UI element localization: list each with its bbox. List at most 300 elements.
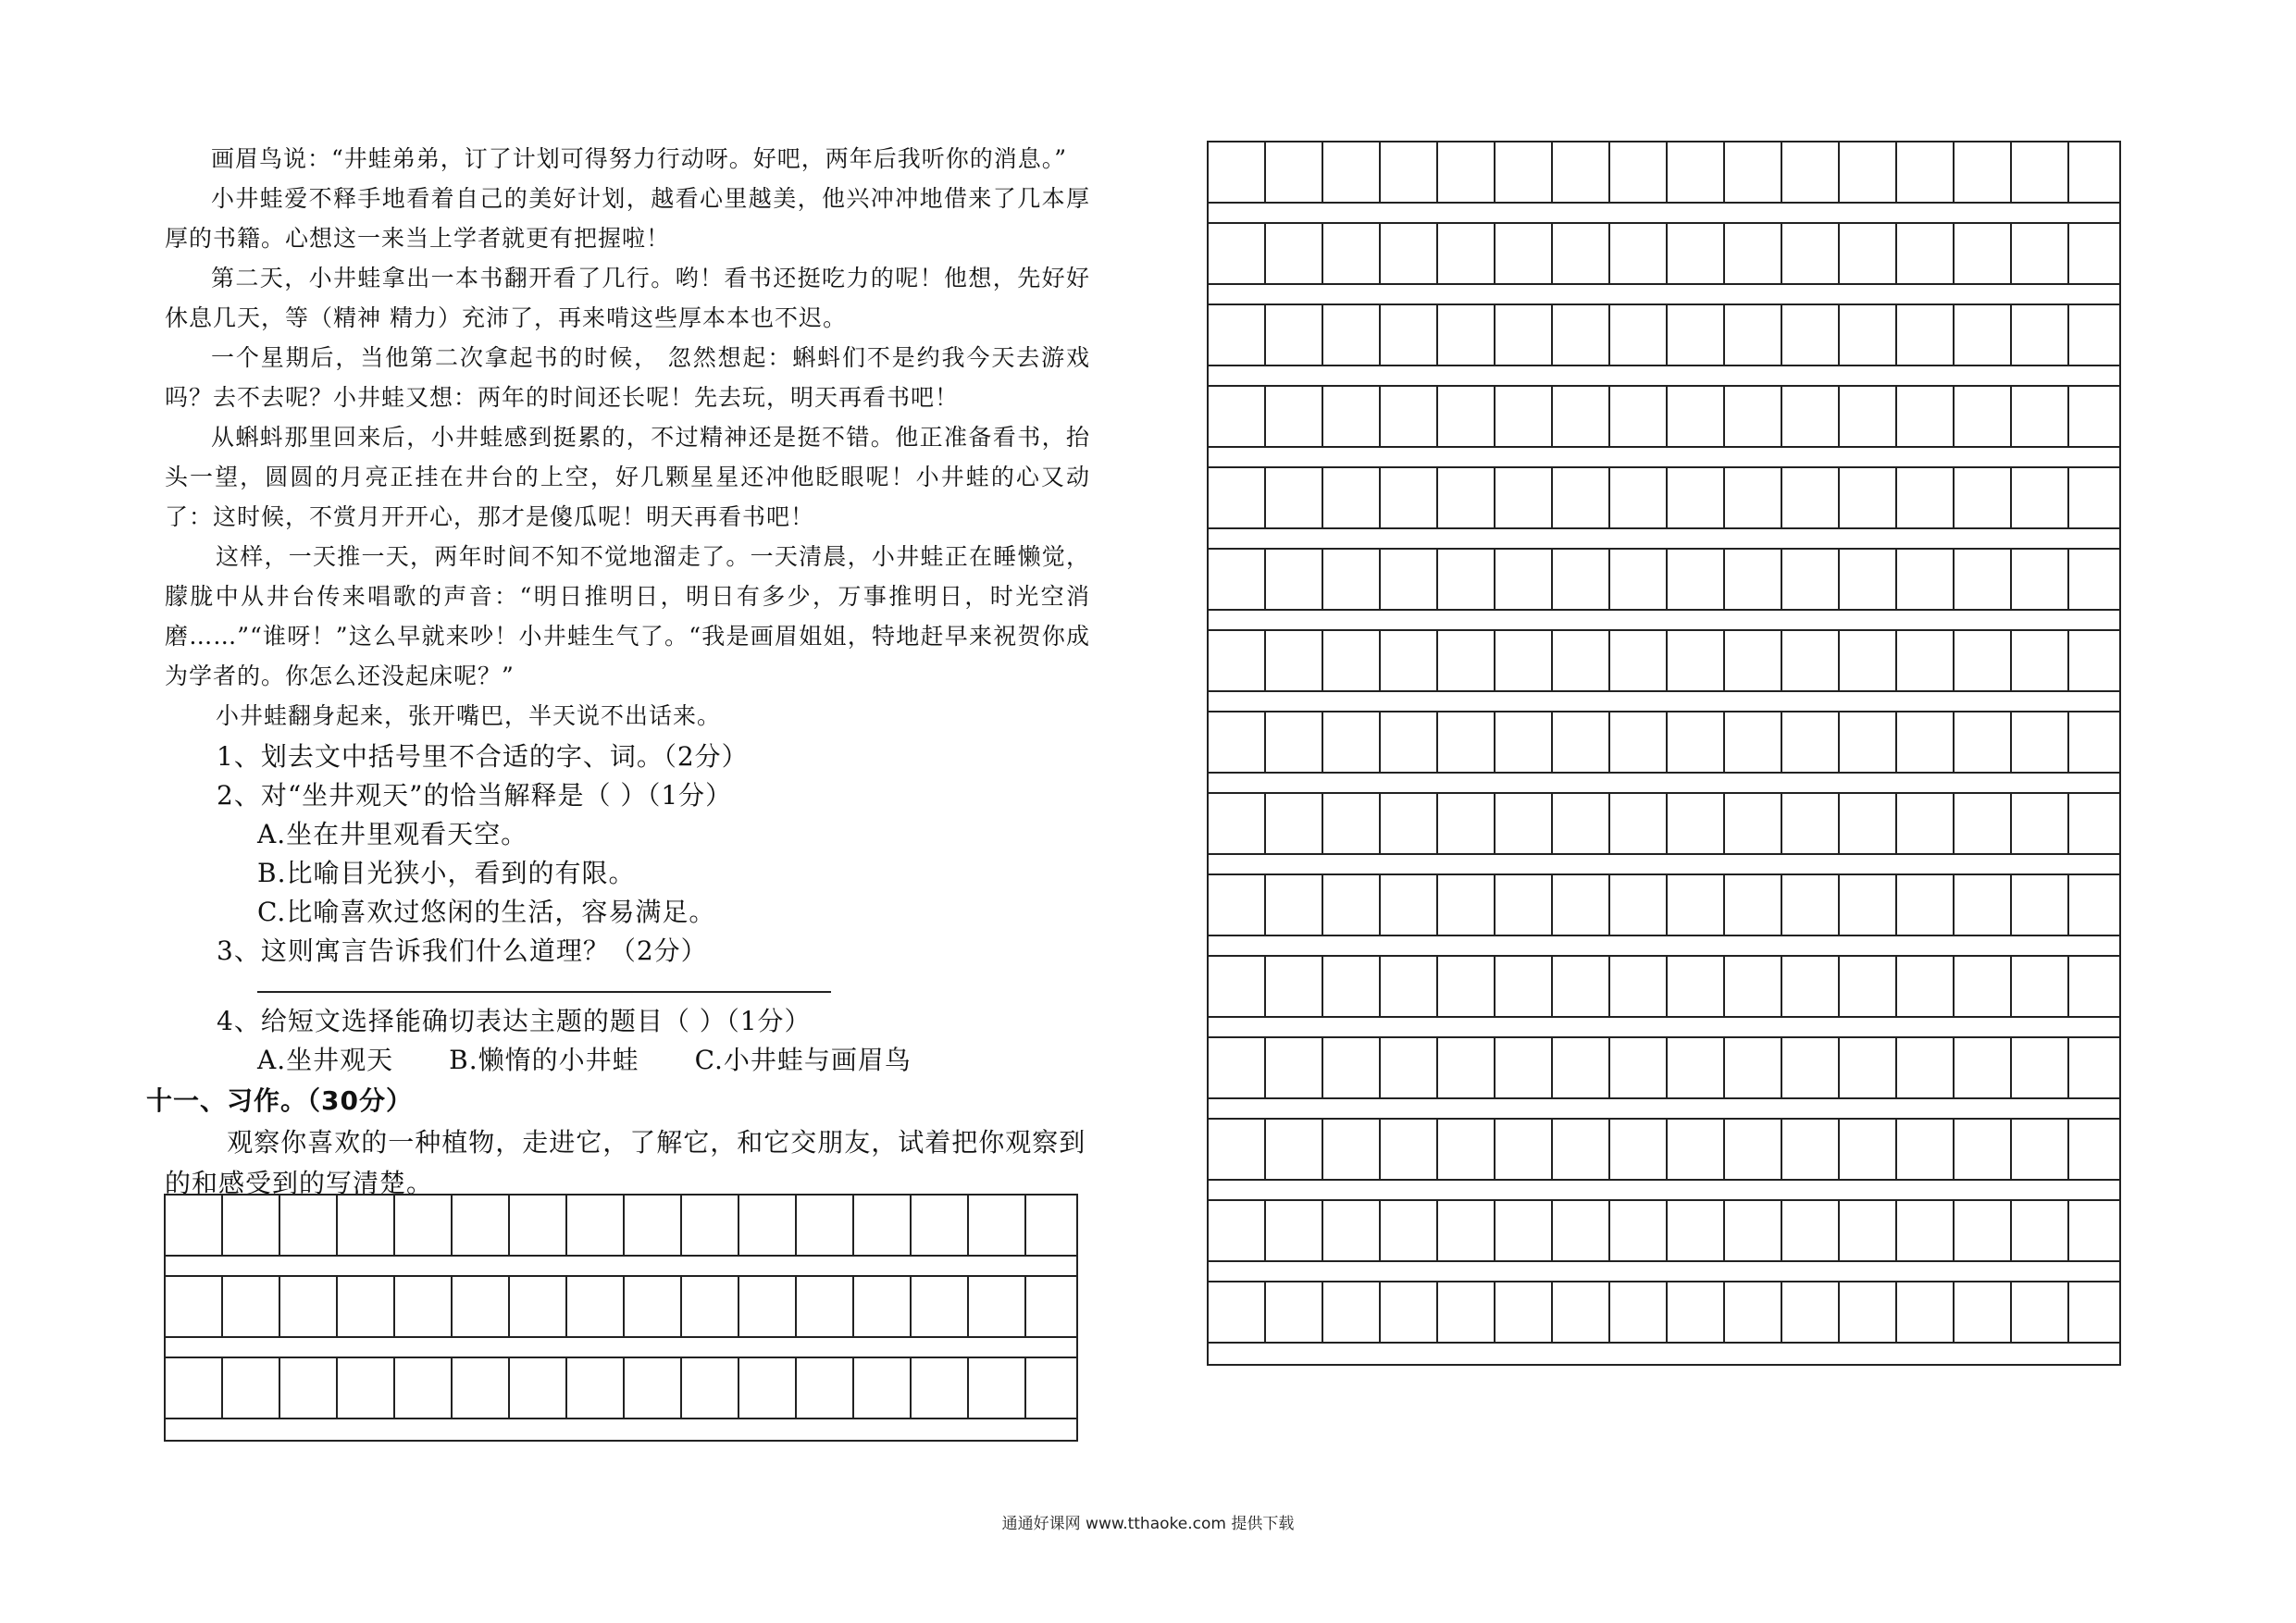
grid-cell[interactable]: [1610, 875, 1668, 935]
grid-cell[interactable]: [1725, 1282, 1782, 1342]
grid-cell[interactable]: [223, 1358, 280, 1418]
grid-cell[interactable]: [2012, 224, 2069, 283]
grid-cell[interactable]: [1323, 1282, 1381, 1342]
grid-cell[interactable]: [280, 1358, 338, 1418]
grid-cell[interactable]: [1553, 1282, 1610, 1342]
grid-cell[interactable]: [1782, 1201, 1840, 1260]
grid-cell[interactable]: [797, 1358, 854, 1418]
grid-cell[interactable]: [1438, 1201, 1496, 1260]
grid-cell[interactable]: [567, 1196, 625, 1255]
grid-cell[interactable]: [1725, 957, 1782, 1016]
grid-cell[interactable]: [1209, 957, 1266, 1016]
grid-cell[interactable]: [1496, 712, 1553, 772]
grid-cell[interactable]: [2069, 305, 2127, 365]
grid-cell[interactable]: [1323, 631, 1381, 690]
composition-prompt: 观察你喜欢的一种植物，走进它，了解它，和它交朋友，试着把你观察到的和感受到的写清楚。: [165, 1127, 1086, 1198]
grid-cell[interactable]: [1840, 305, 1897, 365]
grid-row: [1209, 957, 2119, 1018]
grid-cell[interactable]: [1955, 305, 2012, 365]
grid-cell[interactable]: [682, 1196, 739, 1255]
grid-cell[interactable]: [1610, 468, 1668, 527]
grid-cell[interactable]: [1955, 712, 2012, 772]
grid-cell[interactable]: [682, 1358, 739, 1418]
grid-cell[interactable]: [1725, 794, 1782, 853]
grid-cell[interactable]: [1553, 468, 1610, 527]
grid-cell[interactable]: [2069, 142, 2127, 202]
grid-cell[interactable]: [1266, 1282, 1323, 1342]
grid-cell[interactable]: [1209, 387, 1266, 446]
grid-cell[interactable]: [1610, 142, 1668, 202]
grid-cell[interactable]: [1438, 1282, 1496, 1342]
grid-cell[interactable]: [510, 1196, 567, 1255]
grid-cell[interactable]: [453, 1277, 510, 1336]
grid-cell[interactable]: [1209, 712, 1266, 772]
grid-cell[interactable]: [739, 1358, 797, 1418]
grid-cell[interactable]: [166, 1196, 223, 1255]
grid-cell[interactable]: [1610, 794, 1668, 853]
grid-cell[interactable]: [2069, 387, 2127, 446]
grid-cell[interactable]: [1840, 631, 1897, 690]
grid-cell[interactable]: [1840, 1038, 1897, 1097]
grid-cell[interactable]: [1668, 1201, 1725, 1260]
grid-cell[interactable]: [1955, 957, 2012, 1016]
grid-cell[interactable]: [2069, 1201, 2127, 1260]
grid-cell[interactable]: [969, 1358, 1026, 1418]
grid-cell[interactable]: [797, 1196, 854, 1255]
grid-cell[interactable]: [1668, 224, 1725, 283]
grid-cell[interactable]: [1323, 387, 1381, 446]
grid-cell[interactable]: [1610, 224, 1668, 283]
grid-cell[interactable]: [1725, 224, 1782, 283]
grid-cell[interactable]: [1209, 1282, 1266, 1342]
grid-cell[interactable]: [1668, 1038, 1725, 1097]
grid-cell[interactable]: [1553, 142, 1610, 202]
grid-cell[interactable]: [1209, 550, 1266, 609]
grid-cell[interactable]: [1840, 550, 1897, 609]
grid-cell[interactable]: [1782, 1282, 1840, 1342]
grid-cell[interactable]: [1553, 712, 1610, 772]
grid-cell[interactable]: [510, 1358, 567, 1418]
grid-cell[interactable]: [1782, 224, 1840, 283]
grid-cell[interactable]: [280, 1277, 338, 1336]
grid-cell[interactable]: [1553, 305, 1610, 365]
grid-cell[interactable]: [2069, 1038, 2127, 1097]
grid-cell[interactable]: [854, 1196, 912, 1255]
grid-cell[interactable]: [223, 1277, 280, 1336]
grid-cell[interactable]: [1668, 957, 1725, 1016]
grid-cell[interactable]: [1897, 224, 1955, 283]
grid-cell[interactable]: [1955, 224, 2012, 283]
grid-cell[interactable]: [1840, 712, 1897, 772]
grid-cell[interactable]: [2069, 1120, 2127, 1179]
grid-cell[interactable]: [1266, 875, 1323, 935]
grid-cell[interactable]: [567, 1358, 625, 1418]
grid-cell[interactable]: [1496, 1038, 1553, 1097]
grid-cell[interactable]: [2069, 875, 2127, 935]
grid-cell[interactable]: [1438, 957, 1496, 1016]
grid-cell[interactable]: [1381, 957, 1438, 1016]
grid-cell[interactable]: [1496, 794, 1553, 853]
grid-cell[interactable]: [969, 1196, 1026, 1255]
grid-cell[interactable]: [1496, 387, 1553, 446]
grid-cell[interactable]: [1725, 1038, 1782, 1097]
grid-cell[interactable]: [2012, 875, 2069, 935]
grid-cell[interactable]: [1955, 875, 2012, 935]
grid-cell[interactable]: [1496, 875, 1553, 935]
grid-cell[interactable]: [1955, 468, 2012, 527]
grid-cell[interactable]: [1668, 387, 1725, 446]
grid-cell[interactable]: [1209, 1038, 1266, 1097]
grid-cell[interactable]: [1323, 712, 1381, 772]
grid-cell[interactable]: [1209, 875, 1266, 935]
grid-cell[interactable]: [1725, 387, 1782, 446]
grid-cell[interactable]: [1496, 1282, 1553, 1342]
grid-cell[interactable]: [1209, 142, 1266, 202]
grid-cell[interactable]: [1381, 387, 1438, 446]
grid-cell[interactable]: [912, 1358, 969, 1418]
grid-cell[interactable]: [1381, 1038, 1438, 1097]
grid-cell[interactable]: [1266, 468, 1323, 527]
grid-cell[interactable]: [1610, 387, 1668, 446]
grid-cell[interactable]: [854, 1277, 912, 1336]
grid-cell[interactable]: [1026, 1277, 1084, 1336]
grid-cell[interactable]: [1323, 1201, 1381, 1260]
grid-cell[interactable]: [1323, 794, 1381, 853]
story-paragraph: 小井蛙翻身起来，张开嘴巴，半天说不出话来。: [216, 702, 722, 729]
grid-cell[interactable]: [1381, 305, 1438, 365]
grid-cell[interactable]: [1840, 468, 1897, 527]
grid-cell[interactable]: [1610, 957, 1668, 1016]
grid-cell[interactable]: [1553, 631, 1610, 690]
grid-cell[interactable]: [1897, 1120, 1955, 1179]
grid-cell[interactable]: [1840, 957, 1897, 1016]
grid-cell[interactable]: [1782, 1120, 1840, 1179]
grid-cell[interactable]: [395, 1277, 453, 1336]
grid-cell[interactable]: [1553, 1038, 1610, 1097]
grid-cell[interactable]: [1955, 794, 2012, 853]
grid-cell[interactable]: [1668, 142, 1725, 202]
grid-cell[interactable]: [625, 1358, 682, 1418]
grid-cell[interactable]: [1955, 1120, 2012, 1179]
grid-cell[interactable]: [1266, 1120, 1323, 1179]
grid-cell[interactable]: [1266, 305, 1323, 365]
grid-cell[interactable]: [1266, 387, 1323, 446]
grid-cell[interactable]: [1553, 1120, 1610, 1179]
grid-cell[interactable]: [1323, 1120, 1381, 1179]
grid-cell[interactable]: [1782, 631, 1840, 690]
grid-cell[interactable]: [854, 1358, 912, 1418]
grid-cell[interactable]: [1610, 550, 1668, 609]
grid-cell[interactable]: [2012, 550, 2069, 609]
grid-cell[interactable]: [1553, 387, 1610, 446]
grid-cell[interactable]: [1668, 794, 1725, 853]
grid-cell[interactable]: [280, 1196, 338, 1255]
grid-cell[interactable]: [1266, 794, 1323, 853]
grid-cell[interactable]: [2012, 712, 2069, 772]
writing-grid-right[interactable]: [1207, 141, 2121, 1366]
grid-cell[interactable]: [1668, 712, 1725, 772]
grid-cell[interactable]: [166, 1358, 223, 1418]
grid-cell[interactable]: [1209, 305, 1266, 365]
grid-cell[interactable]: [1725, 1201, 1782, 1260]
grid-cell[interactable]: [1381, 468, 1438, 527]
grid-cell[interactable]: [1323, 550, 1381, 609]
grid-cell[interactable]: [2012, 1201, 2069, 1260]
grid-cell[interactable]: [338, 1358, 395, 1418]
grid-cell[interactable]: [1438, 794, 1496, 853]
grid-cell[interactable]: [1323, 957, 1381, 1016]
grid-cell[interactable]: [1266, 224, 1323, 283]
grid-cell[interactable]: [1323, 142, 1381, 202]
grid-cell[interactable]: [1496, 142, 1553, 202]
grid-cell[interactable]: [1553, 224, 1610, 283]
grid-cell[interactable]: [1840, 1120, 1897, 1179]
grid-cell[interactable]: [1782, 794, 1840, 853]
grid-cell[interactable]: [2012, 468, 2069, 527]
grid-cell[interactable]: [567, 1277, 625, 1336]
grid-cell[interactable]: [1955, 550, 2012, 609]
grid-cell[interactable]: [1725, 1120, 1782, 1179]
grid-cell[interactable]: [453, 1358, 510, 1418]
grid-cell[interactable]: [1323, 468, 1381, 527]
grid-row-gap: [166, 1338, 1076, 1358]
grid-cell[interactable]: [223, 1196, 280, 1255]
grid-cell[interactable]: [1668, 305, 1725, 365]
grid-cell[interactable]: [1381, 224, 1438, 283]
grid-cell[interactable]: [1438, 1038, 1496, 1097]
grid-cell[interactable]: [1266, 957, 1323, 1016]
grid-cell[interactable]: [1610, 1038, 1668, 1097]
grid-cell[interactable]: [1553, 957, 1610, 1016]
grid-cell[interactable]: [1496, 224, 1553, 283]
grid-cell[interactable]: [1610, 631, 1668, 690]
grid-cell[interactable]: [912, 1196, 969, 1255]
grid-cell[interactable]: [1323, 305, 1381, 365]
grid-cell[interactable]: [1897, 957, 1955, 1016]
grid-cell[interactable]: [1026, 1196, 1084, 1255]
grid-cell[interactable]: [1897, 875, 1955, 935]
grid-cell[interactable]: [1438, 224, 1496, 283]
grid-cell[interactable]: [1496, 1120, 1553, 1179]
grid-cell[interactable]: [1897, 1282, 1955, 1342]
grid-cell[interactable]: [1668, 875, 1725, 935]
grid-cell[interactable]: [1381, 142, 1438, 202]
grid-cell[interactable]: [1782, 468, 1840, 527]
grid-cell[interactable]: [1381, 631, 1438, 690]
grid-row: [1209, 142, 2119, 204]
grid-cell[interactable]: [166, 1277, 223, 1336]
grid-cell[interactable]: [395, 1358, 453, 1418]
grid-cell[interactable]: [338, 1196, 395, 1255]
grid-cell[interactable]: [1496, 1201, 1553, 1260]
grid-cell[interactable]: [1897, 712, 1955, 772]
grid-cell[interactable]: [1209, 794, 1266, 853]
grid-cell[interactable]: [2069, 631, 2127, 690]
grid-cell[interactable]: [1026, 1358, 1084, 1418]
grid-cell[interactable]: [1438, 142, 1496, 202]
grid-cell[interactable]: [1897, 142, 1955, 202]
grid-cell[interactable]: [1323, 224, 1381, 283]
grid-cell[interactable]: [1209, 631, 1266, 690]
grid-cell[interactable]: [1840, 142, 1897, 202]
grid-cell[interactable]: [1553, 794, 1610, 853]
grid-cell[interactable]: [1897, 387, 1955, 446]
grid-cell[interactable]: [1266, 631, 1323, 690]
grid-cell[interactable]: [1897, 1038, 1955, 1097]
grid-row: [1209, 1282, 2119, 1344]
grid-cell[interactable]: [1897, 631, 1955, 690]
grid-cell[interactable]: [1438, 712, 1496, 772]
grid-cell[interactable]: [1840, 224, 1897, 283]
grid-cell[interactable]: [1840, 794, 1897, 853]
grid-cell[interactable]: [1955, 631, 2012, 690]
grid-cell[interactable]: [2012, 1120, 2069, 1179]
grid-cell[interactable]: [1381, 712, 1438, 772]
grid-cell[interactable]: [395, 1196, 453, 1255]
grid-cell[interactable]: [1955, 387, 2012, 446]
grid-cell[interactable]: [1610, 1201, 1668, 1260]
grid-cell[interactable]: [1323, 875, 1381, 935]
grid-cell[interactable]: [1840, 1201, 1897, 1260]
grid-cell[interactable]: [1266, 1038, 1323, 1097]
grid-cell[interactable]: [2012, 957, 2069, 1016]
grid-cell[interactable]: [1955, 1201, 2012, 1260]
grid-cell[interactable]: [1725, 142, 1782, 202]
grid-cell[interactable]: [1266, 712, 1323, 772]
grid-cell[interactable]: [1897, 1201, 1955, 1260]
grid-cell[interactable]: [1840, 875, 1897, 935]
grid-cell[interactable]: [1955, 1038, 2012, 1097]
grid-cell[interactable]: [2069, 712, 2127, 772]
grid-cell[interactable]: [1438, 387, 1496, 446]
grid-cell[interactable]: [1496, 550, 1553, 609]
grid-cell[interactable]: [1725, 468, 1782, 527]
grid-cell[interactable]: [1381, 1282, 1438, 1342]
grid-cell[interactable]: [1668, 468, 1725, 527]
grid-cell[interactable]: [2012, 1282, 2069, 1342]
grid-cell[interactable]: [1209, 224, 1266, 283]
grid-cell[interactable]: [1496, 631, 1553, 690]
grid-cell[interactable]: [625, 1196, 682, 1255]
grid-cell[interactable]: [1725, 875, 1782, 935]
grid-cell[interactable]: [2069, 957, 2127, 1016]
grid-cell[interactable]: [1782, 387, 1840, 446]
grid-cell[interactable]: [1381, 875, 1438, 935]
grid-cell[interactable]: [2012, 387, 2069, 446]
grid-cell[interactable]: [1782, 957, 1840, 1016]
grid-cell[interactable]: [969, 1277, 1026, 1336]
grid-cell[interactable]: [2069, 794, 2127, 853]
grid-cell[interactable]: [1897, 550, 1955, 609]
grid-row-gap: [1209, 448, 2119, 468]
question-3-answer-line[interactable]: [257, 991, 831, 993]
grid-cell[interactable]: [1438, 1120, 1496, 1179]
grid-cell[interactable]: [1897, 468, 1955, 527]
grid-cell[interactable]: [1553, 550, 1610, 609]
grid-row: [166, 1358, 1076, 1419]
grid-cell[interactable]: [2012, 631, 2069, 690]
grid-cell[interactable]: [1438, 550, 1496, 609]
grid-cell[interactable]: [1782, 550, 1840, 609]
grid-cell[interactable]: [1725, 631, 1782, 690]
grid-cell[interactable]: [1782, 305, 1840, 365]
grid-cell[interactable]: [1955, 1282, 2012, 1342]
grid-cell[interactable]: [1668, 1120, 1725, 1179]
grid-cell[interactable]: [1668, 550, 1725, 609]
grid-cell[interactable]: [1496, 957, 1553, 1016]
grid-cell[interactable]: [1496, 468, 1553, 527]
grid-cell[interactable]: [2069, 224, 2127, 283]
grid-cell[interactable]: [1668, 631, 1725, 690]
grid-cell[interactable]: [1266, 550, 1323, 609]
grid-cell[interactable]: [1782, 712, 1840, 772]
grid-cell[interactable]: [1725, 550, 1782, 609]
grid-cell[interactable]: [912, 1277, 969, 1336]
grid-cell[interactable]: [1266, 142, 1323, 202]
grid-cell[interactable]: [797, 1277, 854, 1336]
grid-cell[interactable]: [1209, 1201, 1266, 1260]
grid-cell[interactable]: [1782, 1038, 1840, 1097]
grid-cell[interactable]: [1209, 468, 1266, 527]
grid-cell[interactable]: [510, 1277, 567, 1336]
grid-cell[interactable]: [1381, 794, 1438, 853]
grid-cell[interactable]: [1610, 1282, 1668, 1342]
grid-cell[interactable]: [338, 1277, 395, 1336]
grid-cell[interactable]: [1266, 1201, 1323, 1260]
grid-cell[interactable]: [1381, 1120, 1438, 1179]
grid-cell[interactable]: [1381, 550, 1438, 609]
question-4-option-b: B.懒惰的小井蛙: [449, 1045, 639, 1075]
grid-cell[interactable]: [1955, 142, 2012, 202]
grid-cell[interactable]: [739, 1277, 797, 1336]
grid-cell[interactable]: [739, 1196, 797, 1255]
grid-cell[interactable]: [1438, 875, 1496, 935]
grid-cell[interactable]: [1782, 142, 1840, 202]
grid-cell[interactable]: [2069, 1282, 2127, 1342]
grid-cell[interactable]: [1610, 1120, 1668, 1179]
grid-cell[interactable]: [1553, 1201, 1610, 1260]
grid-cell[interactable]: [682, 1277, 739, 1336]
grid-cell[interactable]: [2012, 1038, 2069, 1097]
grid-cell[interactable]: [1840, 1282, 1897, 1342]
grid-cell[interactable]: [1897, 794, 1955, 853]
grid-cell[interactable]: [1840, 387, 1897, 446]
grid-cell[interactable]: [1668, 1282, 1725, 1342]
grid-cell[interactable]: [453, 1196, 510, 1255]
grid-cell[interactable]: [1553, 875, 1610, 935]
grid-cell[interactable]: [2012, 142, 2069, 202]
grid-cell[interactable]: [625, 1277, 682, 1336]
grid-cell[interactable]: [2012, 794, 2069, 853]
grid-cell[interactable]: [1725, 712, 1782, 772]
writing-grid-left[interactable]: [164, 1194, 1078, 1442]
grid-cell[interactable]: [2069, 550, 2127, 609]
grid-cell[interactable]: [1438, 305, 1496, 365]
grid-cell[interactable]: [1725, 305, 1782, 365]
grid-cell[interactable]: [2069, 468, 2127, 527]
grid-cell[interactable]: [1496, 305, 1553, 365]
grid-cell[interactable]: [1438, 468, 1496, 527]
grid-cell[interactable]: [2012, 305, 2069, 365]
grid-cell[interactable]: [1782, 875, 1840, 935]
grid-cell[interactable]: [1381, 1201, 1438, 1260]
grid-cell[interactable]: [1209, 1120, 1266, 1179]
grid-cell[interactable]: [1897, 305, 1955, 365]
grid-cell[interactable]: [1610, 712, 1668, 772]
grid-cell[interactable]: [1438, 631, 1496, 690]
grid-cell[interactable]: [1610, 305, 1668, 365]
grid-cell[interactable]: [1323, 1038, 1381, 1097]
